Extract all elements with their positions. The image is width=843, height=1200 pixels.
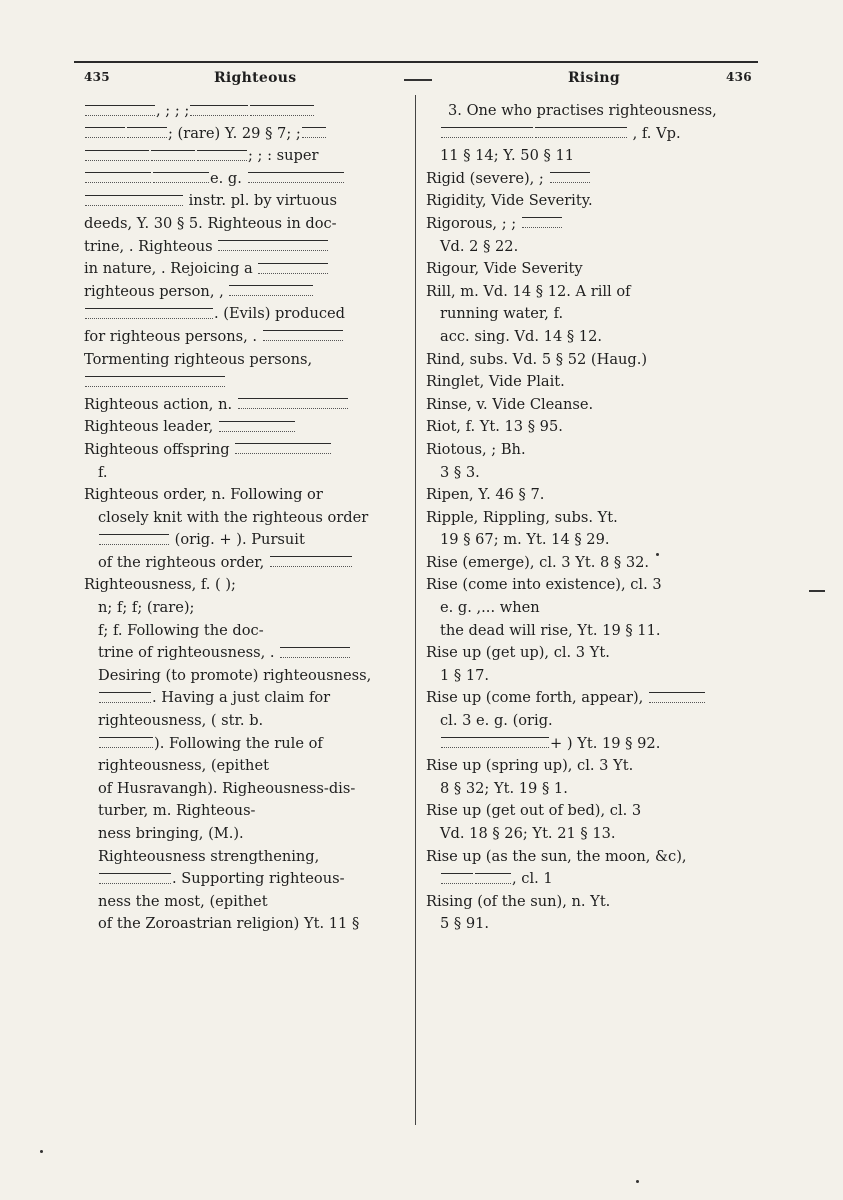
entry-line: . (Evils) produced [84, 303, 406, 326]
entry-riotous: Riotous, ; Bh. 3 § 3. [426, 440, 526, 481]
entry-rise-existence: Rise (come into existence), cl. 3 e. g. ,... when the dead will rise, Yt. 19 § 11. [426, 576, 662, 639]
entry-righteous-order: Righteous order, n. Following or closely knit with the righteous order (orig. + ). Pursuit of the righteous order, [84, 486, 369, 571]
entry-rigour: Rigour, Vide Severity [426, 260, 583, 278]
entry-line: , ; ; ; [84, 100, 406, 123]
entry-rise-sun: Rise up (as the sun, the moon, &c), , cl. 1 [426, 847, 687, 888]
entry-righteousness: Righteousness, f. ( ); n; f; f; (rare); f; f. Following the doc- trine of righteousness, . Desiring (to promote) righteousness, . Having a just claim for righteousness, ( str. b. ). Following the rule of righteousness, (epithet of Husravangh). Righeousness-dis- turber, m. Righteous- ness bringing, (M.). Righteousness strengthening, . Supporting righteous- ness the most, (epithet of the Zoroastrian religion) Yt. 11 § [84, 576, 372, 933]
ink-speck [656, 553, 659, 556]
entry-righteous-leader: Righteous leader, [84, 416, 406, 439]
entry-practises: 3. One who practises righteousness, [448, 102, 717, 119]
entry-line: Tormenting righteous persons, [84, 350, 313, 368]
entry-riot: Riot, f. Yt. 13 § 95. [426, 418, 563, 436]
ink-speck [636, 1180, 639, 1183]
running-head-right: Rising [568, 70, 620, 86]
entry-line: righteous person, , [84, 281, 406, 304]
entry-line: , f. Vp. [426, 123, 752, 146]
left-column [84, 100, 406, 936]
entry-line: in nature, . Rejoicing a [84, 258, 406, 281]
header-dash [404, 79, 432, 81]
entry-line: ; (rare) Y. 29 § 7; ; [84, 123, 406, 146]
header-rule [74, 61, 758, 63]
entry-righteous-action: Righteous action, n. [84, 394, 406, 417]
entry-rigidity: Rigidity, Vide Severity. [426, 192, 593, 210]
entry-line: deeds, Y. 30 § 5. Righteous in doc- [84, 214, 337, 232]
entry-rise-spring-up: Rise up (spring up), cl. 3 Yt. 8 § 32; Yt. 19 § 1. [426, 757, 634, 797]
entry-line: 11 § 14; Y. 50 § 11 [440, 147, 575, 165]
entry-righteous-offspring: Righteous offspring f. [84, 439, 406, 484]
entry-rise-emerge: Rise (emerge), cl. 3 Yt. 8 § 32. [426, 553, 650, 571]
entry-rise-get-up: Rise up (get up), cl. 3 Yt. 1 § 17. [426, 644, 610, 684]
entry-rise-out-of-bed: Rise up (get out of bed), cl. 3 Vd. 18 § 26; Yt. 21 § 13. [426, 802, 642, 842]
entry-ripple: Ripple, Rippling, subs. Yt. 19 § 67; m. Yt. 14 § 29. [426, 508, 618, 549]
entry-line: trine, . Righteous [84, 236, 406, 259]
entry-rise-come-forth: Rise up (come forth, appear), cl. 3 e. g. (orig. + ) Yt. 19 § 92. [426, 687, 752, 755]
entry-ripen: Ripen, Y. 46 § 7. [426, 486, 545, 504]
entry-line: e. g. [84, 168, 406, 191]
entry-rigorous: Rigorous, ; ; Vd. 2 § 22. [426, 213, 752, 258]
entry-rill: Rill, m. Vd. 14 § 12. A rill of running water, f. acc. sing. Vd. 14 § 12. [426, 282, 631, 345]
right-column [426, 100, 752, 936]
entry-rinse: Rinse, v. Vide Cleanse. [426, 395, 594, 413]
entry-ringlet: Ringlet, Vide Plait. [426, 373, 565, 391]
page-number-left: 435 [84, 70, 110, 84]
entry-line: for righteous persons, . [84, 326, 406, 349]
page-number-right: 436 [726, 70, 752, 84]
running-head-left: Righteous [214, 70, 297, 86]
entry-rigid: Rigid (severe), ; [426, 168, 752, 191]
entry-rind: Rind, subs. Vd. 5 § 52 (Haug.) [426, 350, 648, 368]
entry-rising: Rising (of the sun), n. Yt. 5 § 91. [426, 892, 611, 933]
margin-mark [809, 590, 825, 592]
ink-speck [40, 1150, 43, 1153]
entry-line: ; ; : super [84, 145, 406, 168]
entry-line: instr. pl. by virtuous [84, 190, 406, 213]
entry-line [84, 371, 406, 394]
column-divider [415, 95, 416, 1125]
